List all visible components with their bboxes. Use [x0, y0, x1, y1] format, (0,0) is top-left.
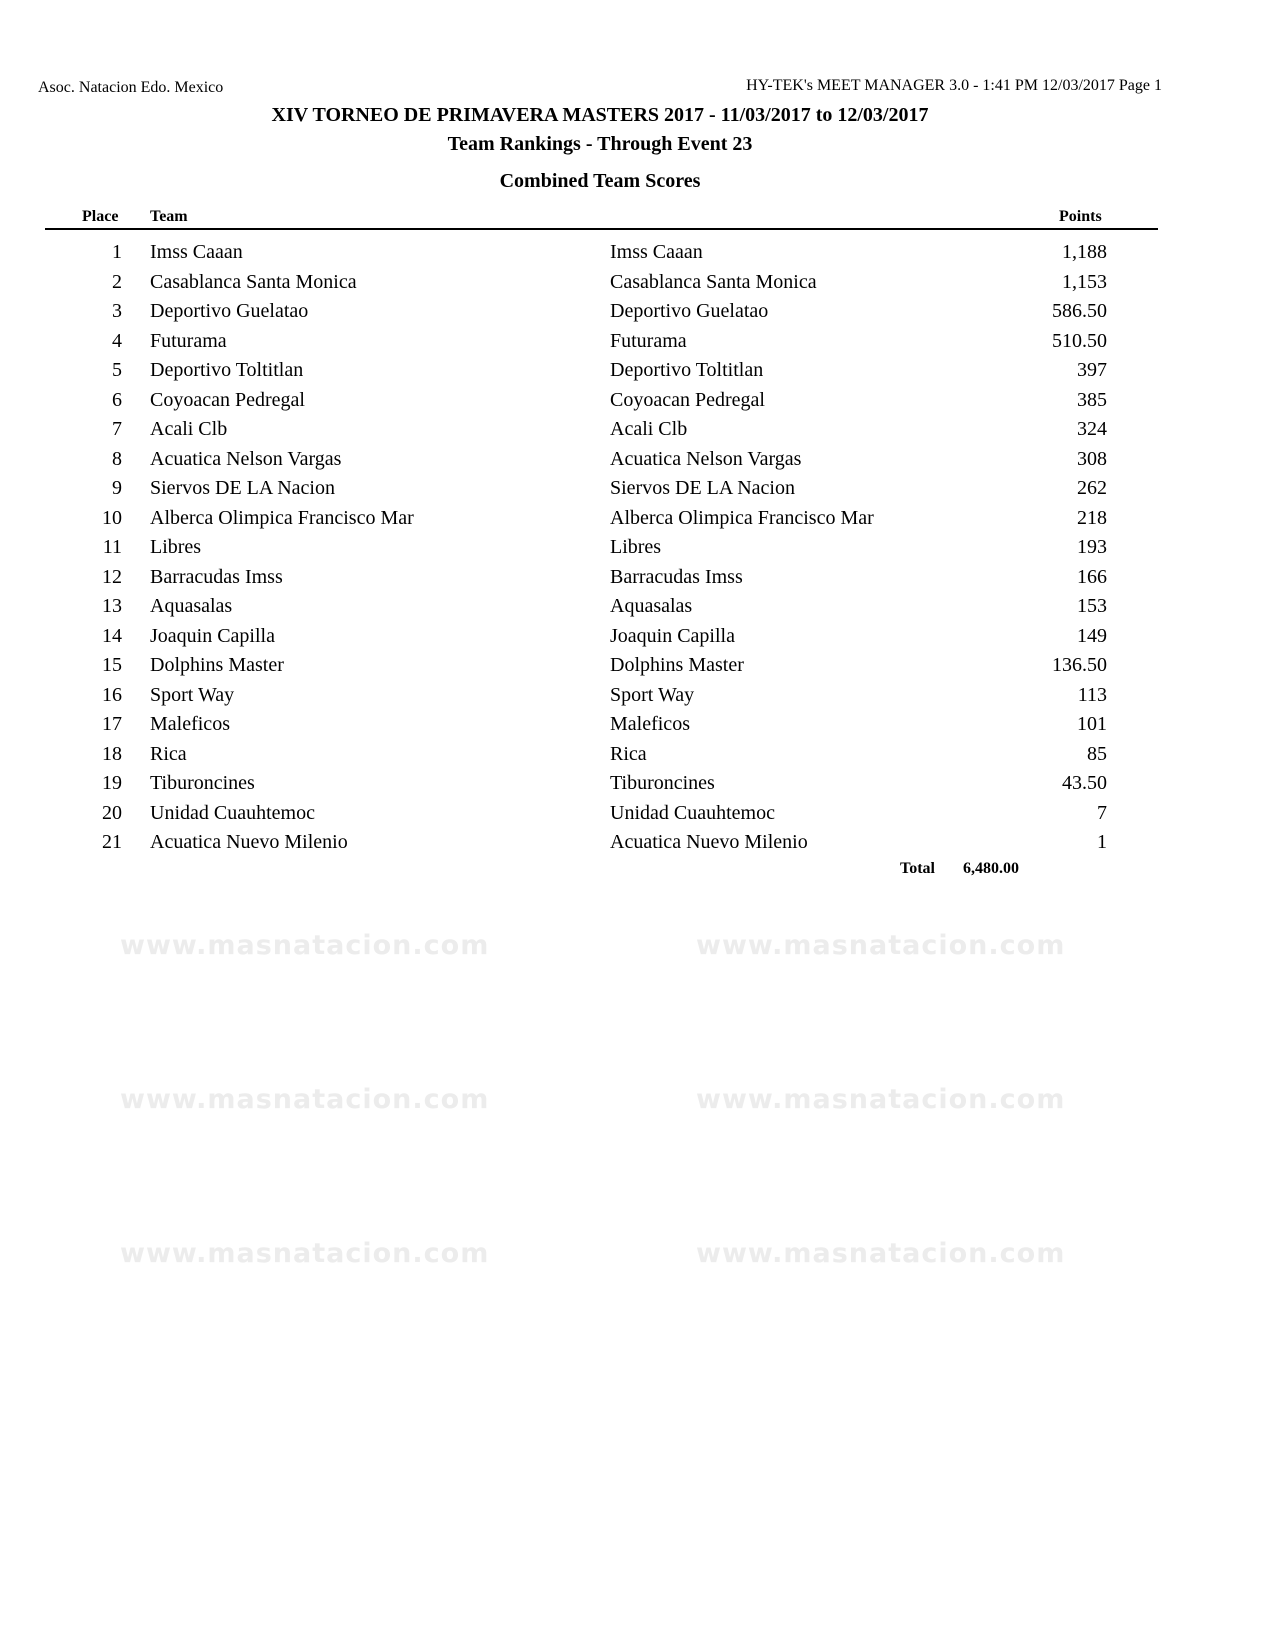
- table-row: [0, 389, 1275, 418]
- team-cell: Futurama: [150, 329, 227, 352]
- table-row: [0, 330, 1275, 359]
- team-full-cell: Maleficos: [610, 713, 690, 735]
- team-cell: Tiburoncines: [150, 772, 255, 794]
- team-full-cell: Libres: [610, 536, 662, 558]
- points-cell: 262: [1077, 477, 1107, 499]
- team-cell: Acali Clb: [150, 418, 228, 440]
- place-cell: 6: [112, 388, 122, 411]
- table-row: [0, 772, 1275, 801]
- place-cell: 19: [102, 772, 122, 794]
- place-cell: 4: [112, 329, 122, 352]
- place-cell: 9: [112, 477, 122, 499]
- team-cell: Aquasalas: [150, 595, 233, 617]
- column-header-place: Place: [82, 208, 119, 225]
- team-full-cell: Alberca Olimpica Francisco Mar: [610, 506, 874, 529]
- points-cell: 136.50: [1052, 654, 1107, 676]
- watermark: www.masnatacion.com: [120, 930, 490, 961]
- table-row: [0, 743, 1275, 772]
- table-row: [0, 241, 1275, 270]
- team-full-cell: Dolphins Master: [610, 654, 744, 676]
- points-cell: 397: [1077, 359, 1107, 381]
- place-cell: 12: [102, 565, 122, 588]
- table-row: [0, 684, 1275, 713]
- points-cell: 586.50: [1052, 300, 1107, 322]
- header-rule: [45, 228, 1158, 230]
- points-cell: 193: [1077, 536, 1107, 558]
- team-cell: Joaquin Capilla: [150, 624, 275, 647]
- points-cell: 43.50: [1062, 772, 1107, 794]
- points-cell: 149: [1077, 624, 1107, 647]
- points-cell: 1: [1097, 831, 1107, 853]
- place-cell: 21: [102, 831, 122, 853]
- organization-name: Asoc. Natacion Edo. Mexico: [38, 79, 224, 96]
- place-cell: 5: [112, 359, 122, 381]
- table-row: [0, 300, 1275, 329]
- team-cell: Siervos DE LA Nacion: [150, 477, 335, 499]
- watermark: www.masnatacion.com: [696, 1238, 1066, 1269]
- place-cell: 10: [102, 506, 122, 529]
- place-cell: 13: [102, 595, 122, 617]
- team-cell: Rica: [150, 742, 187, 765]
- team-full-cell: Unidad Cuauhtemoc: [610, 801, 775, 824]
- table-row: [0, 271, 1275, 300]
- table-row: [0, 625, 1275, 654]
- table-row: [0, 507, 1275, 536]
- team-full-cell: Deportivo Toltitlan: [610, 359, 764, 381]
- team-full-cell: Joaquin Capilla: [610, 624, 735, 647]
- column-header-points: Points: [1059, 208, 1102, 225]
- points-cell: 308: [1077, 447, 1107, 470]
- team-full-cell: Siervos DE LA Nacion: [610, 477, 795, 499]
- meet-title: XIV TORNEO DE PRIMAVERA MASTERS 2017 - 11/03/2017 to 12/03/2017: [271, 104, 929, 126]
- table-row: [0, 831, 1275, 860]
- points-cell: 153: [1077, 595, 1107, 617]
- table-row: [0, 477, 1275, 506]
- place-cell: 11: [102, 536, 122, 558]
- team-full-cell: Tiburoncines: [610, 772, 715, 794]
- place-cell: 8: [112, 447, 122, 470]
- team-full-cell: Deportivo Guelatao: [610, 300, 769, 322]
- team-full-cell: Acali Clb: [610, 418, 688, 440]
- team-full-cell: Coyoacan Pedregal: [610, 388, 765, 411]
- team-cell: Alberca Olimpica Francisco Mar: [150, 506, 414, 529]
- team-full-cell: Futurama: [610, 329, 687, 352]
- team-cell: Acuatica Nelson Vargas: [150, 447, 342, 470]
- watermark: www.masnatacion.com: [696, 1084, 1066, 1115]
- place-cell: 1: [112, 241, 122, 263]
- section-title: Combined Team Scores: [499, 170, 701, 192]
- points-cell: 1,188: [1062, 241, 1107, 263]
- place-cell: 16: [102, 683, 122, 706]
- table-row: [0, 654, 1275, 683]
- place-cell: 20: [102, 801, 122, 824]
- table-row: [0, 536, 1275, 565]
- team-cell: Deportivo Toltitlan: [150, 359, 304, 381]
- points-cell: 385: [1077, 388, 1107, 411]
- column-header-team: Team: [150, 208, 188, 225]
- watermark: www.masnatacion.com: [120, 1238, 490, 1269]
- points-cell: 1,153: [1062, 270, 1107, 293]
- table-row: [0, 418, 1275, 447]
- place-cell: 3: [112, 300, 122, 322]
- points-cell: 324: [1077, 418, 1107, 440]
- report-subtitle: Team Rankings - Through Event 23: [447, 133, 753, 155]
- place-cell: 17: [102, 713, 122, 735]
- table-row: [0, 359, 1275, 388]
- points-cell: 7: [1097, 801, 1107, 824]
- points-cell: 85: [1087, 742, 1107, 765]
- team-cell: Unidad Cuauhtemoc: [150, 801, 315, 824]
- team-full-cell: Acuatica Nuevo Milenio: [610, 831, 808, 853]
- team-full-cell: Rica: [610, 742, 647, 765]
- table-row: [0, 566, 1275, 595]
- place-cell: 2: [112, 270, 122, 293]
- software-info: HY-TEK's MEET MANAGER 3.0 - 1:41 PM 12/03/2017 Page 1: [746, 77, 1162, 94]
- team-full-cell: Aquasalas: [610, 595, 693, 617]
- team-cell: Imss Caaan: [150, 241, 243, 263]
- team-full-cell: Sport Way: [610, 683, 695, 706]
- table-row: [0, 713, 1275, 742]
- watermark: www.masnatacion.com: [120, 1084, 490, 1115]
- watermark: www.masnatacion.com: [696, 930, 1066, 961]
- table-row: [0, 802, 1275, 831]
- team-full-cell: Barracudas Imss: [610, 565, 743, 588]
- points-cell: 510.50: [1052, 329, 1107, 352]
- total-value: 6,480.00: [963, 860, 1019, 877]
- team-full-cell: Acuatica Nelson Vargas: [610, 447, 802, 470]
- team-cell: Sport Way: [150, 683, 235, 706]
- team-cell: Maleficos: [150, 713, 230, 735]
- points-cell: 113: [1077, 683, 1107, 706]
- team-cell: Coyoacan Pedregal: [150, 388, 305, 411]
- place-cell: 14: [102, 624, 122, 647]
- points-cell: 166: [1077, 565, 1107, 588]
- team-cell: Dolphins Master: [150, 654, 284, 676]
- points-cell: 101: [1077, 713, 1107, 735]
- place-cell: 7: [112, 418, 122, 440]
- table-row: [0, 448, 1275, 477]
- team-cell: Libres: [150, 536, 202, 558]
- place-cell: 15: [102, 654, 122, 676]
- team-cell: Casablanca Santa Monica: [150, 270, 357, 293]
- table-row: [0, 595, 1275, 624]
- team-full-cell: Casablanca Santa Monica: [610, 270, 817, 293]
- team-cell: Deportivo Guelatao: [150, 300, 309, 322]
- place-cell: 18: [102, 742, 122, 765]
- team-cell: Acuatica Nuevo Milenio: [150, 831, 348, 853]
- team-cell: Barracudas Imss: [150, 565, 283, 588]
- team-full-cell: Imss Caaan: [610, 241, 703, 263]
- total-label: Total: [900, 860, 935, 877]
- points-cell: 218: [1077, 506, 1107, 529]
